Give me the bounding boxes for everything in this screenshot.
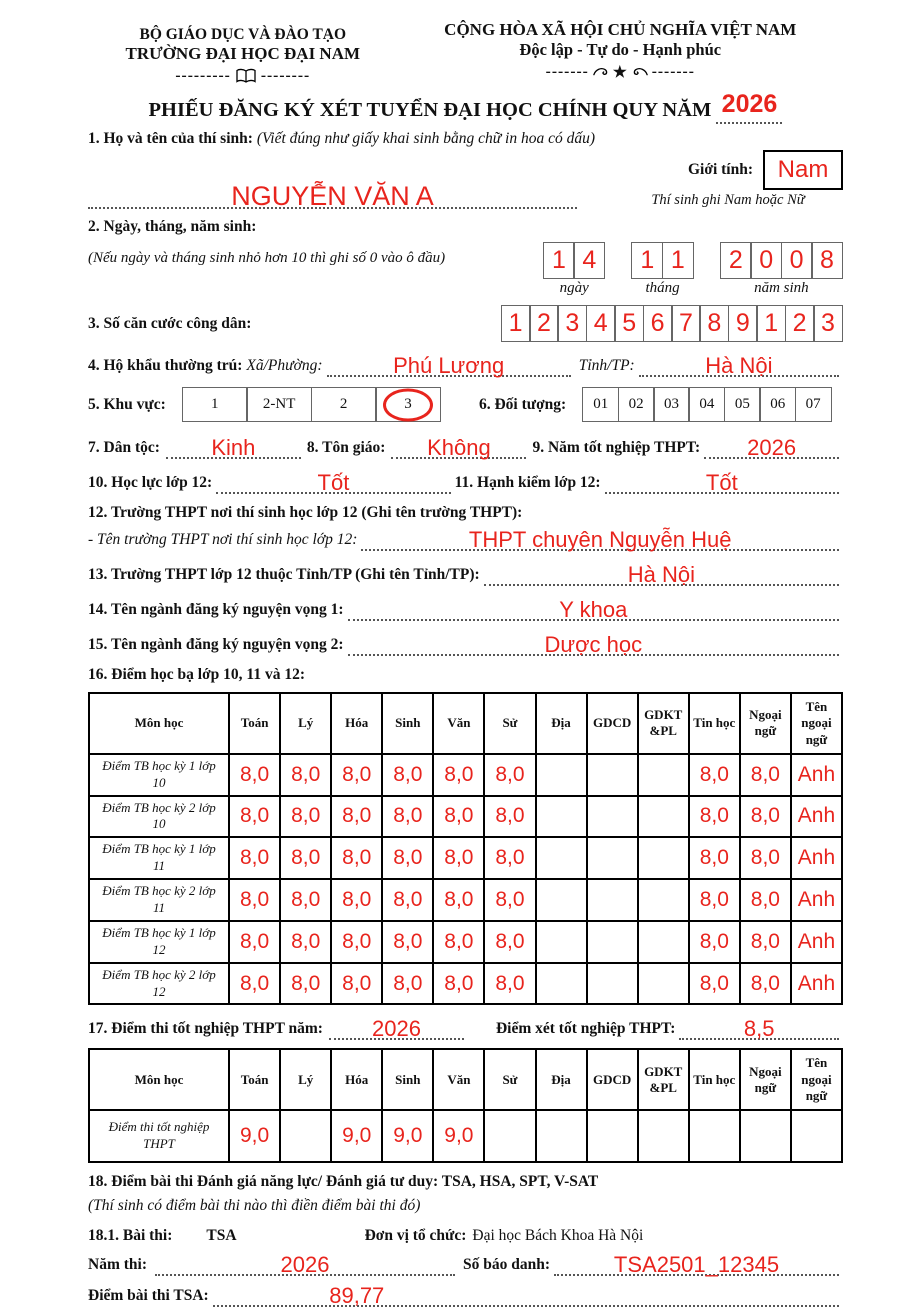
province-label: Tỉnh/TP:	[578, 357, 635, 374]
ornament-dashes: -------	[545, 63, 589, 80]
major-choice-1-input[interactable]	[348, 596, 839, 621]
field-6-label: 6. Đối tượng:	[478, 395, 567, 413]
score-cell[interactable]: 8,0	[740, 837, 791, 879]
option-value: 3	[404, 396, 412, 412]
field-7-label: 7. Dân tộc:	[88, 439, 160, 456]
column-header: Văn	[433, 693, 484, 754]
religion-input[interactable]	[391, 434, 526, 459]
score-cell[interactable]: 8,0	[740, 796, 791, 838]
gender-label: Giới tính:	[688, 161, 753, 178]
conduct-rating-value: Tốt	[705, 470, 738, 495]
citizen-id-boxes	[501, 305, 843, 342]
doi-tuong-options	[582, 387, 831, 422]
option-value: 1	[211, 396, 219, 412]
exam-year-label: Năm thi:	[88, 1256, 147, 1274]
score-cell[interactable]: Anh	[791, 796, 842, 838]
score-cell[interactable]: 8,0	[689, 796, 740, 838]
digit-cell[interactable]: 1	[662, 242, 694, 279]
field-17-label-2: Điểm xét tốt nghiệp THPT:	[495, 1020, 676, 1038]
column-header: Địa	[536, 1049, 587, 1110]
score-cell[interactable]	[536, 837, 587, 879]
score-cell[interactable]	[484, 1110, 535, 1162]
tsa-score-input[interactable]	[213, 1282, 839, 1307]
digit-cell[interactable]: 2	[529, 305, 559, 342]
field-1-note: (Viết đúng như giấy khai sinh bằng chữ in hoa có dấu)	[256, 130, 596, 147]
year-boxes	[720, 242, 843, 279]
transcript-table-wrap	[88, 692, 843, 1005]
column-header: Tên ngoại ngữ	[791, 693, 842, 754]
field-2-value-row	[88, 242, 843, 297]
score-cell[interactable]: 8,0	[433, 879, 484, 921]
score-cell[interactable]: 8,0	[229, 796, 280, 838]
score-cell[interactable]: 8,0	[433, 921, 484, 963]
form-header	[88, 20, 843, 86]
field-3-label: 3. Số căn cước công dân:	[88, 314, 252, 332]
digit-cell[interactable]: 8	[811, 242, 843, 279]
score-cell[interactable]	[536, 1110, 587, 1162]
column-header: GDCD	[587, 693, 638, 754]
exam-year-sbd-row	[88, 1251, 843, 1276]
ornament-dashes: -------	[651, 63, 695, 80]
transcript-table	[88, 692, 843, 1005]
field-18-1-label: 18.1. Bài thi:	[88, 1227, 173, 1245]
score-cell[interactable]: 8,0	[484, 963, 535, 1005]
right-ornament	[398, 62, 843, 82]
ward-label: Xã/Phường:	[246, 357, 323, 374]
flourish-icon	[632, 66, 648, 78]
field-2-label: 2. Ngày, tháng, năm sinh:	[88, 218, 257, 235]
university-name: TRƯỜNG ĐẠI HỌC ĐẠI NAM	[125, 44, 361, 63]
score-cell[interactable]	[587, 796, 638, 838]
title-year-field[interactable]	[716, 90, 782, 124]
digit-cell[interactable]: 7	[671, 305, 701, 342]
column-header: Hóa	[331, 1049, 382, 1110]
score-cell[interactable]: 8,0	[382, 921, 433, 963]
major-choice-2-value: Dược học	[544, 632, 643, 657]
score-cell[interactable]: 8,0	[331, 921, 382, 963]
field-2-label-row	[88, 218, 843, 236]
option-value: 04	[699, 396, 715, 412]
table-row	[89, 879, 842, 921]
score-cell[interactable]	[638, 921, 689, 963]
digit-cell[interactable]: 1	[501, 305, 531, 342]
digit-cell[interactable]: 0	[781, 242, 813, 279]
sbd-input[interactable]	[554, 1251, 839, 1276]
score-cell[interactable]: 8,0	[382, 754, 433, 796]
score-cell[interactable]	[587, 921, 638, 963]
tsa-year-value: 2026	[280, 1252, 330, 1278]
field-16-label: 16. Điểm học bạ lớp 10, 11 và 12:	[88, 666, 305, 683]
doi-tuong-option-04[interactable]	[688, 387, 725, 422]
header-row	[89, 1049, 842, 1110]
field-12-sub-label: - Tên trường THPT nơi thí sinh học lớp 12:	[88, 531, 358, 548]
digit-cell[interactable]: 1	[631, 242, 663, 279]
field-13-row	[88, 561, 843, 586]
score-cell[interactable]: 8,0	[229, 963, 280, 1005]
sbd-label: Số báo danh:	[462, 1256, 550, 1274]
doi-tuong-option-07[interactable]	[795, 387, 832, 422]
score-cell[interactable]	[587, 837, 638, 879]
field-18-note: (Thí sinh có điểm bài thi nào thì điền điểm bài thi đó)	[88, 1197, 421, 1215]
field-9-label: 9. Năm tốt nghiệp THPT:	[532, 439, 701, 456]
column-header: GDKT &PL	[638, 1049, 689, 1110]
score-cell[interactable]: 9,0	[433, 1110, 484, 1162]
left-ornament	[88, 66, 398, 86]
grad-year-input[interactable]	[704, 434, 839, 459]
score-cell[interactable]: 8,0	[382, 963, 433, 1005]
national-motto-block	[398, 20, 843, 86]
exam-name-value: TSA	[206, 1227, 237, 1245]
column-header: Tin học	[689, 693, 740, 754]
score-cell[interactable]	[638, 1110, 689, 1162]
score-cell[interactable]: 9,0	[331, 1110, 382, 1162]
score-cell[interactable]: 8,0	[382, 879, 433, 921]
score-cell[interactable]	[536, 921, 587, 963]
score-cell[interactable]: 8,0	[229, 837, 280, 879]
column-header: GDCD	[587, 1049, 638, 1110]
header-row	[89, 693, 842, 754]
flourish-icon	[593, 66, 609, 78]
grad-score-input[interactable]	[679, 1015, 839, 1040]
ministry-name: BỘ GIÁO DỤC VÀ ĐÀO TẠO	[139, 26, 347, 43]
high-school-input[interactable]	[361, 526, 839, 551]
field-18-label-row	[88, 1173, 843, 1191]
score-cell[interactable]: 9,0	[382, 1110, 433, 1162]
gender-block	[613, 150, 843, 209]
column-header: Môn học	[89, 693, 229, 754]
score-cell[interactable]: 8,0	[689, 879, 740, 921]
column-header: Sinh	[382, 693, 433, 754]
digit-cell[interactable]: 8	[699, 305, 729, 342]
field-12-value-row	[88, 526, 843, 551]
khu-vuc-option-1[interactable]	[182, 387, 248, 422]
field-18-note-row	[88, 1197, 843, 1215]
option-value: 07	[805, 396, 821, 412]
column-header: Toán	[229, 1049, 280, 1110]
score-cell[interactable]: 8,0	[484, 837, 535, 879]
score-cell[interactable]: 8,0	[229, 879, 280, 921]
field-10-label: 10. Học lực lớp 12:	[88, 474, 213, 491]
score-cell[interactable]: 8,0	[433, 837, 484, 879]
score-cell[interactable]	[280, 1110, 331, 1162]
dob-day-group	[543, 242, 605, 297]
digit-cell[interactable]: 1	[756, 305, 786, 342]
field-1-label-row	[88, 130, 843, 148]
full-name-input[interactable]	[88, 180, 577, 209]
column-header: Lý	[280, 1049, 331, 1110]
score-cell[interactable]	[638, 963, 689, 1005]
score-cell[interactable]: 8,0	[433, 754, 484, 796]
ethnicity-input[interactable]	[166, 434, 301, 459]
score-cell[interactable]: 8,0	[382, 796, 433, 838]
star-icon: ★	[612, 63, 628, 81]
score-cell[interactable]: 8,0	[484, 921, 535, 963]
score-cell[interactable]	[689, 1110, 740, 1162]
org-label: Đơn vị tổ chức:	[364, 1227, 467, 1245]
digit-cell[interactable]: 3	[557, 305, 587, 342]
field-17-row	[88, 1015, 843, 1040]
table-row	[89, 963, 842, 1005]
column-header: Môn học	[89, 1049, 229, 1110]
book-icon	[235, 68, 257, 84]
gender-value: Nam	[777, 156, 829, 183]
digit-cell[interactable]: 3	[813, 305, 843, 342]
score-cell[interactable]: 8,0	[331, 963, 382, 1005]
month-label: tháng	[645, 280, 680, 296]
doi-tuong-option-02[interactable]	[618, 387, 655, 422]
dob-year-group	[720, 242, 843, 297]
exam-year-value: 2026	[371, 1016, 421, 1042]
field-8-label: 8. Tôn giáo:	[306, 439, 386, 456]
score-cell[interactable]: 8,0	[484, 796, 535, 838]
score-cell[interactable]: 8,0	[689, 963, 740, 1005]
score-cell[interactable]: Anh	[791, 754, 842, 796]
khu-vuc-option-3[interactable]	[375, 387, 441, 422]
option-value: 05	[734, 396, 750, 412]
table-row	[89, 1110, 842, 1162]
full-name-value: NGUYỄN VĂN A	[231, 181, 434, 211]
score-cell[interactable]: 8,0	[740, 754, 791, 796]
digit-cell[interactable]: 6	[643, 305, 673, 342]
tsa-score-row	[88, 1282, 843, 1307]
score-cell[interactable]: Anh	[791, 879, 842, 921]
exam-score-table	[88, 1048, 843, 1163]
gender-note: Thí sinh ghi Nam hoặc Nữ	[651, 192, 805, 208]
high-school-value: THPT chuyên Nguyễn Huệ	[468, 527, 732, 552]
sbd-value: TSA2501_12345	[613, 1252, 780, 1278]
motto: Độc lập - Tự do - Hạnh phúc	[519, 40, 722, 59]
doi-tuong-option-06[interactable]	[759, 387, 796, 422]
field-18-1-row	[88, 1227, 843, 1245]
grad-year-value: 2026	[747, 435, 797, 460]
major-choice-1-value: Y khoa	[559, 597, 628, 622]
score-cell[interactable]: 8,0	[740, 963, 791, 1005]
row-label: Điểm TB học kỳ 1 lớp 11	[89, 837, 229, 879]
column-header: Tên ngoại ngữ	[791, 1049, 842, 1110]
org-value: Đại học Bách Khoa Hà Nội	[472, 1227, 644, 1245]
score-cell[interactable]	[536, 963, 587, 1005]
tsa-year-input[interactable]	[155, 1251, 455, 1276]
score-cell[interactable]	[740, 1110, 791, 1162]
ethnicity-value: Kinh	[211, 435, 256, 460]
table-row	[89, 921, 842, 963]
score-cell[interactable]	[638, 879, 689, 921]
field-15-label: 15. Tên ngành đăng ký nguyện vọng 2:	[88, 636, 344, 653]
column-header: Lý	[280, 693, 331, 754]
khu-vuc-option-2-NT[interactable]	[246, 387, 312, 422]
ornament-dashes: ---------	[175, 67, 231, 84]
score-cell[interactable]: Anh	[791, 921, 842, 963]
field-14-row	[88, 596, 843, 621]
tsa-score-value: 89,77	[329, 1283, 385, 1308]
khu-vuc-options	[182, 387, 441, 422]
religion-value: Không	[427, 435, 491, 460]
doi-tuong-option-05[interactable]	[724, 387, 761, 422]
issuing-org-block	[88, 20, 398, 86]
column-header: Sử	[484, 1049, 535, 1110]
table-row	[89, 837, 842, 879]
doi-tuong-option-03[interactable]	[653, 387, 690, 422]
option-value: 03	[664, 396, 679, 412]
digit-cell[interactable]: 4	[573, 242, 605, 279]
column-header: GDKT &PL	[638, 693, 689, 754]
form-title	[88, 90, 843, 124]
khu-vuc-option-2[interactable]	[311, 387, 377, 422]
field-12-label-row	[88, 504, 843, 522]
score-cell[interactable]: 8,0	[280, 921, 331, 963]
province-value: Hà Nội	[705, 353, 773, 378]
field-14-label: 14. Tên ngành đăng ký nguyện vọng 1:	[88, 601, 344, 618]
score-cell[interactable]: 8,0	[740, 879, 791, 921]
score-cell[interactable]: 8,0	[229, 754, 280, 796]
score-cell[interactable]: 8,0	[689, 837, 740, 879]
score-cell[interactable]: 8,0	[689, 921, 740, 963]
score-cell[interactable]	[638, 837, 689, 879]
field-5-label: 5. Khu vực:	[88, 395, 166, 413]
option-value: 2	[339, 396, 348, 412]
dob-boxes	[543, 242, 843, 297]
score-cell[interactable]: 8,0	[229, 921, 280, 963]
month-boxes	[631, 242, 693, 279]
score-cell[interactable]: 8,0	[280, 754, 331, 796]
tsa-score-label: Điểm bài thi TSA:	[88, 1287, 209, 1305]
column-header: Sinh	[382, 1049, 433, 1110]
option-value: 2-NT	[262, 396, 296, 412]
table-row	[89, 796, 842, 838]
digit-cell[interactable]: 2	[720, 242, 752, 279]
score-cell[interactable]: 9,0	[229, 1110, 280, 1162]
field-15-row	[88, 631, 843, 656]
school-province-value: Hà Nội	[627, 562, 695, 587]
field-7-8-9-row	[88, 434, 843, 459]
day-label: ngày	[559, 280, 589, 296]
score-cell[interactable]: 8,0	[740, 921, 791, 963]
field-3-row	[88, 305, 843, 342]
score-cell[interactable]	[638, 796, 689, 838]
field-1-value-row	[88, 150, 843, 209]
doi-tuong-option-01[interactable]	[582, 387, 619, 422]
score-cell[interactable]	[587, 754, 638, 796]
row-label: Điểm TB học kỳ 2 lớp 12	[89, 963, 229, 1005]
score-cell[interactable]: 8,0	[331, 796, 382, 838]
row-label: Điểm TB học kỳ 2 lớp 10	[89, 796, 229, 838]
digit-cell[interactable]: 1	[543, 242, 575, 279]
score-cell[interactable]	[638, 754, 689, 796]
exam-year-input[interactable]	[329, 1015, 464, 1040]
row-label: Điểm thi tốt nghiệp THPT	[89, 1110, 229, 1162]
column-header: Địa	[536, 693, 587, 754]
score-cell[interactable]	[587, 963, 638, 1005]
score-cell[interactable]: Anh	[791, 837, 842, 879]
form-title-text: PHIẾU ĐĂNG KÝ XÉT TUYỂN ĐẠI HỌC CHÍNH QUY NĂM	[148, 99, 712, 121]
score-cell[interactable]: 8,0	[331, 879, 382, 921]
score-cell[interactable]: 8,0	[382, 837, 433, 879]
gender-box[interactable]	[763, 150, 843, 190]
field-10-11-row	[88, 469, 843, 494]
academic-rating-value: Tốt	[317, 470, 350, 495]
ornament-dashes: --------	[260, 67, 311, 84]
score-cell[interactable]: Anh	[791, 963, 842, 1005]
score-cell[interactable]: 8,0	[689, 754, 740, 796]
conduct-rating-input[interactable]	[605, 469, 839, 494]
score-cell[interactable]	[587, 879, 638, 921]
column-header: Sử	[484, 693, 535, 754]
column-header: Văn	[433, 1049, 484, 1110]
academic-rating-input[interactable]	[216, 469, 450, 494]
digit-cell[interactable]: 9	[728, 305, 758, 342]
option-value: 02	[628, 396, 644, 412]
day-boxes	[543, 242, 605, 279]
major-choice-2-input[interactable]	[348, 631, 839, 656]
score-cell[interactable]	[791, 1110, 842, 1162]
row-label: Điểm TB học kỳ 2 lớp 11	[89, 879, 229, 921]
exam-table-wrap	[88, 1048, 843, 1163]
field-12-label: 12. Trường THPT nơi thí sinh học lớp 12 (Ghi tên trường THPT):	[88, 504, 523, 521]
score-cell[interactable]: 8,0	[280, 963, 331, 1005]
score-cell[interactable]	[587, 1110, 638, 1162]
dob-month-group	[631, 242, 693, 297]
ward-value: Phú Lương	[393, 353, 505, 378]
digit-cell[interactable]: 4	[586, 305, 616, 342]
score-cell[interactable]: 8,0	[484, 879, 535, 921]
score-cell[interactable]: 8,0	[280, 837, 331, 879]
column-header: Tin học	[689, 1049, 740, 1110]
score-cell[interactable]: 8,0	[331, 754, 382, 796]
field-16-label-row	[88, 666, 843, 684]
row-label: Điểm TB học kỳ 1 lớp 10	[89, 754, 229, 796]
country-name: CỘNG HÒA XÃ HỘI CHỦ NGHĨA VIỆT NAM	[444, 20, 797, 39]
option-value: 01	[593, 396, 609, 412]
score-cell[interactable]: 8,0	[484, 754, 535, 796]
title-year-value: 2026	[721, 90, 778, 118]
column-header: Toán	[229, 693, 280, 754]
grad-score-value: 8,5	[743, 1016, 775, 1042]
field-13-label: 13. Trường THPT lớp 12 thuộc Tỉnh/TP (Ghi tên Tỉnh/TP):	[88, 566, 480, 583]
row-label: Điểm TB học kỳ 1 lớp 12	[89, 921, 229, 963]
field-18-label: 18. Điểm bài thi Đánh giá năng lực/ Đánh giá tư duy: TSA, HSA, SPT, V-SAT	[88, 1173, 599, 1191]
school-province-input[interactable]	[484, 561, 839, 586]
digit-cell[interactable]: 5	[614, 305, 644, 342]
score-cell[interactable]	[536, 754, 587, 796]
province-input[interactable]	[639, 352, 839, 377]
score-cell[interactable]: 8,0	[280, 879, 331, 921]
score-cell[interactable]: 8,0	[433, 963, 484, 1005]
column-header: Ngoại ngữ	[740, 693, 791, 754]
digit-cell[interactable]: 0	[750, 242, 782, 279]
score-cell[interactable]: 8,0	[331, 837, 382, 879]
ward-input[interactable]	[327, 352, 571, 377]
table-row	[89, 754, 842, 796]
column-header: Hóa	[331, 693, 382, 754]
score-cell[interactable]: 8,0	[433, 796, 484, 838]
field-4-row	[88, 352, 843, 377]
score-cell[interactable]: 8,0	[280, 796, 331, 838]
field-4-label: 4. Hộ khẩu thường trú:	[88, 357, 243, 374]
score-cell[interactable]	[536, 796, 587, 838]
field-2-note: (Nếu ngày và tháng sinh nhỏ hơn 10 thì ghi số 0 vào ô đầu)	[88, 250, 446, 266]
column-header: Ngoại ngữ	[740, 1049, 791, 1110]
digit-cell[interactable]: 2	[785, 305, 815, 342]
field-17-label: 17. Điểm thi tốt nghiệp THPT năm:	[88, 1020, 323, 1038]
field-11-label: 11. Hạnh kiểm lớp 12:	[454, 474, 601, 491]
option-value: 06	[770, 396, 786, 412]
score-cell[interactable]	[536, 879, 587, 921]
field-1-label: 1. Họ và tên của thí sinh:	[88, 130, 253, 147]
year-label: năm sinh	[754, 280, 809, 296]
field-5-6-row	[88, 387, 843, 422]
